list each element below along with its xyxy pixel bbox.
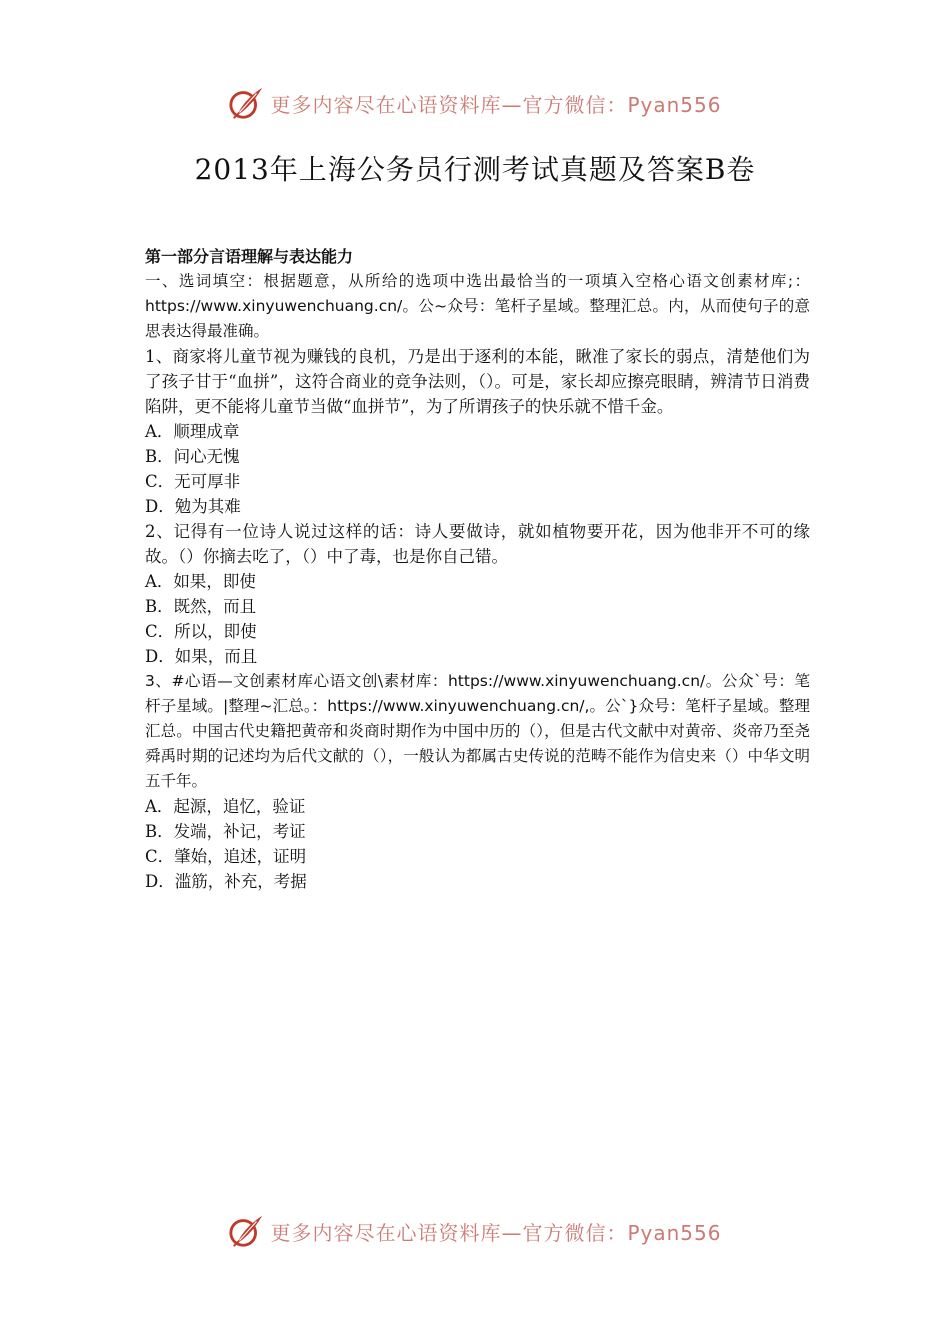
question-3 bbox=[145, 669, 810, 894]
option-b: B．既然，而且 bbox=[145, 597, 257, 616]
question-1 bbox=[145, 344, 810, 519]
question-text: 3、#心语—文创素材库心语文创\素材库：https://www.xinyuwenchuang.cn/。公众`号：笔杆子星域。|整理~汇总。：https://www.xinyuwenchuang.cn/,。公`}众号：笔杆子星域。整理汇总。中国古代史籍把黄帝和炎商时期作为中国中历的（），但是古代文献中对黄帝、炎帝乃至尧舜禹时期的记述均为后代文献的（），一般认为都属古史传说的范畴不能作为信史来（）中华文明五千年。 bbox=[145, 672, 810, 790]
feather-quill-icon bbox=[228, 1212, 266, 1250]
option-a: A．如果，即使 bbox=[145, 572, 256, 591]
option-b: B．发端，补记，考证 bbox=[145, 822, 306, 841]
option-b: B．问心无愧 bbox=[145, 447, 240, 466]
option-a: A．起源，追忆，验证 bbox=[145, 797, 306, 816]
option-d: D．如果，而且 bbox=[145, 647, 258, 666]
option-a: A．顺理成章 bbox=[145, 422, 240, 441]
question-text: 2、记得有一位诗人说过这样的话：诗人要做诗，就如植物要开花，因为他非开不可的缘故。（）你摘去吃了，（）中了毒，也是你自己错。 bbox=[145, 522, 810, 566]
question-text: 1、商家将儿童节视为赚钱的良机，乃是出于逐利的本能，瞅准了家长的弱点，清楚他们为了孩子甘于“血拼”，这符合商业的竞争法则，（）。可是，家长却应擦亮眼睛，辨清节日消费陷阱，更不能将儿童节当做“血拼节”，为了所谓孩子的快乐就不惜千金。 bbox=[145, 347, 810, 416]
header-banner-text: 更多内容尽在心语资料库—官方微信：Pyan556 bbox=[270, 92, 722, 117]
option-c: C．所以，即使 bbox=[145, 622, 257, 641]
section-heading: 第一部分言语理解与表达能力 bbox=[145, 247, 354, 266]
footer-banner bbox=[0, 1211, 950, 1251]
option-d: D．滥筋，补充，考据 bbox=[145, 872, 307, 891]
document-body bbox=[145, 244, 810, 894]
instruction-paragraph: 一、选词填空：根据题意，从所给的选项中选出最恰当的一项填入空格心语文创素材库;：https://www.xinyuwenchuang.cn/。公~众号：笔杆子星域。整理汇总。内，从而使句子的意思表达得最准确。 bbox=[145, 272, 810, 340]
option-c: C．无可厚非 bbox=[145, 472, 241, 491]
header-banner bbox=[0, 83, 950, 123]
option-c: C．肇始，追述，证明 bbox=[145, 847, 307, 866]
option-d: D．勉为其难 bbox=[145, 497, 241, 516]
document-title: 2013年上海公务员行测考试真题及答案B卷 bbox=[194, 153, 756, 186]
footer-banner-text: 更多内容尽在心语资料库—官方微信：Pyan556 bbox=[270, 1220, 722, 1245]
question-2 bbox=[145, 519, 810, 669]
feather-quill-icon bbox=[228, 84, 266, 122]
